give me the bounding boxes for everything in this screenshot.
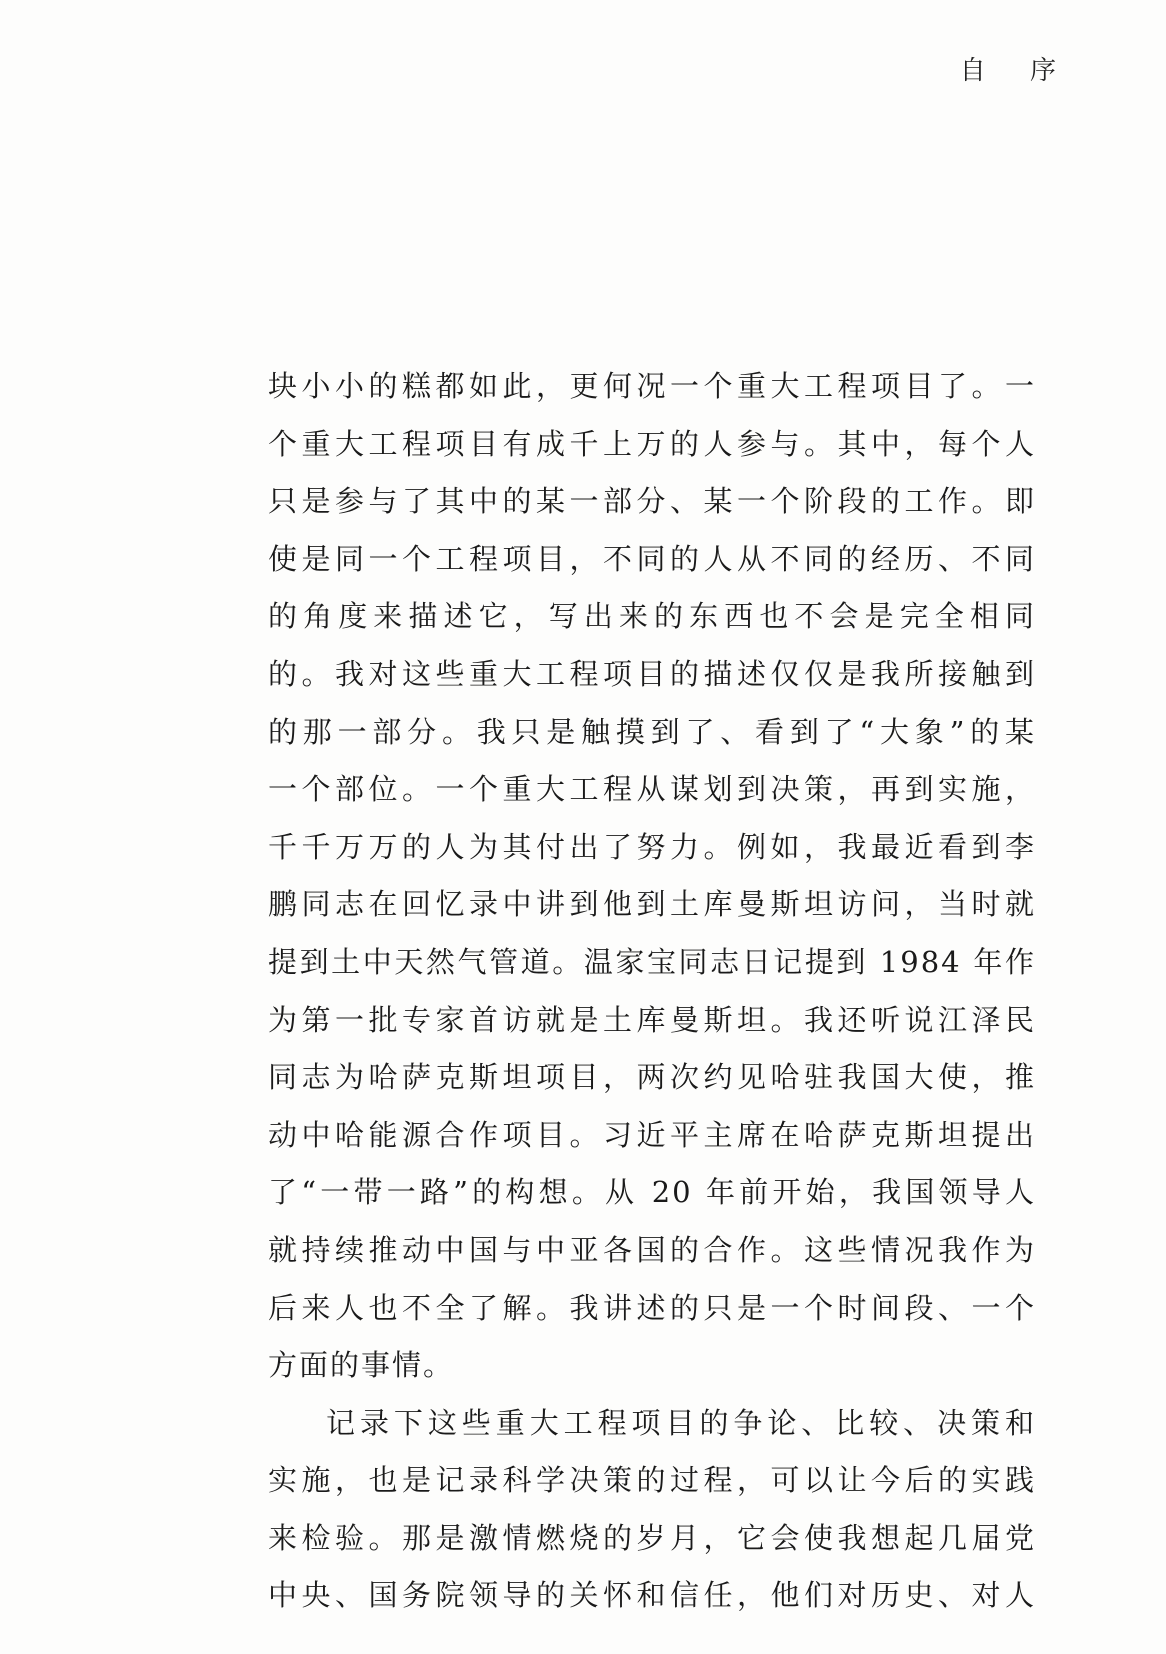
text-line: 使是同一个工程项目，不同的人从不同的经历、不同	[268, 541, 1036, 576]
text-line: 为第一批专家首访就是土库曼斯坦。我还听说江泽民	[268, 1002, 1036, 1037]
text-line: 个重大工程项目有成千上万的人参与。其中，每个人	[268, 426, 1036, 461]
text-line: 的角度来描述它，写出来的东西也不会是完全相同	[268, 599, 1036, 634]
paragraph-first-line: 记录下这些重大工程项目的争论、比较、决策和	[326, 1405, 1036, 1440]
text-line: 提到土中天然气管道。温家宝同志日记提到 1984 年作	[268, 944, 1036, 979]
text-line: 了“一带一路”的构想。从 20 年前开始，我国领导人	[268, 1175, 1036, 1210]
text-line: 的。我对这些重大工程项目的描述仅仅是我所接触到	[268, 656, 1036, 691]
text-line: 的那一部分。我只是触摸到了、看到了“大象”的某	[268, 714, 1036, 749]
text-line: 鹏同志在回忆录中讲到他到土库曼斯坦访问，当时就	[268, 887, 1036, 922]
text-line: 实施，也是记录科学决策的过程，可以让今后的实践	[268, 1463, 1036, 1498]
text-line: 后来人也不全了解。我讲述的只是一个时间段、一个	[268, 1290, 1036, 1325]
text-line: 块小小的糕都如此，更何况一个重大工程项目了。一	[268, 369, 1036, 403]
text-line: 就持续推动中国与中亚各国的合作。这些情况我作为	[268, 1232, 1036, 1267]
body-text	[268, 358, 1036, 1625]
running-header: 自 序	[959, 56, 1074, 86]
text-line: 来检验。那是激情燃烧的岁月，它会使我想起几届党	[268, 1520, 1036, 1555]
text-line: 中央、国务院领导的关怀和信任，他们对历史、对人	[268, 1578, 1036, 1613]
text-line: 一个部位。一个重大工程从谋划到决策，再到实施，	[268, 772, 1036, 807]
paragraph-end-line: 方面的事情。	[268, 1348, 455, 1383]
text-line: 同志为哈萨克斯坦项目，两次约见哈驻我国大使，推	[268, 1060, 1036, 1095]
text-line: 动中哈能源合作项目。习近平主席在哈萨克斯坦提出	[268, 1117, 1036, 1152]
text-line: 千千万万的人为其付出了努力。例如，我最近看到李	[268, 829, 1036, 864]
text-line: 只是参与了其中的某一部分、某一个阶段的工作。即	[268, 484, 1036, 519]
